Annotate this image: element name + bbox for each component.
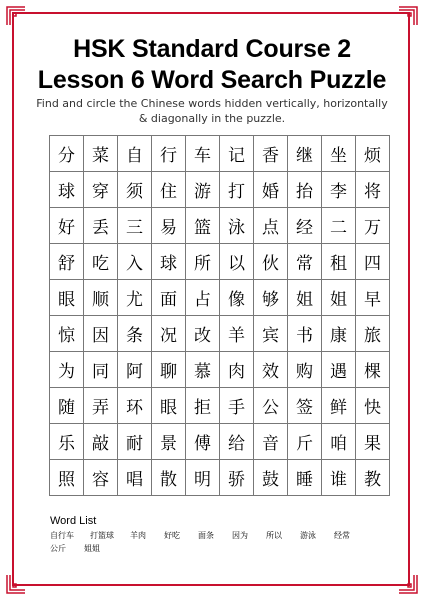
grid-cell[interactable]: 康 <box>322 316 356 352</box>
grid-row <box>50 136 390 172</box>
grid-cell[interactable]: 容 <box>84 460 118 496</box>
grid-cell[interactable]: 自 <box>118 136 152 172</box>
grid-cell[interactable]: 快 <box>356 388 390 424</box>
grid-cell[interactable]: 万 <box>356 208 390 244</box>
word-list <box>50 530 390 554</box>
grid-cell[interactable]: 惊 <box>50 316 84 352</box>
grid-cell[interactable]: 唱 <box>118 460 152 496</box>
grid-cell[interactable]: 慕 <box>186 352 220 388</box>
grid-cell[interactable]: 三 <box>118 208 152 244</box>
grid-cell[interactable]: 购 <box>288 352 322 388</box>
grid-cell[interactable]: 骄 <box>220 460 254 496</box>
grid-cell[interactable]: 像 <box>220 280 254 316</box>
grid-cell[interactable]: 明 <box>186 460 220 496</box>
grid-cell[interactable]: 环 <box>118 388 152 424</box>
word-list-item: 经常 <box>334 531 350 540</box>
grid-cell[interactable]: 须 <box>118 172 152 208</box>
grid-cell[interactable]: 易 <box>152 208 186 244</box>
grid-cell[interactable]: 给 <box>220 424 254 460</box>
grid-cell[interactable]: 斤 <box>288 424 322 460</box>
grid-cell[interactable]: 租 <box>322 244 356 280</box>
grid-cell[interactable]: 公 <box>254 388 288 424</box>
word-list-item: 姐姐 <box>84 544 100 553</box>
grid-cell[interactable]: 景 <box>152 424 186 460</box>
grid-cell[interactable]: 将 <box>356 172 390 208</box>
grid-row <box>50 208 390 244</box>
grid-cell[interactable]: 伙 <box>254 244 288 280</box>
grid-cell[interactable]: 继 <box>288 136 322 172</box>
grid-row <box>50 352 390 388</box>
grid-cell[interactable]: 点 <box>254 208 288 244</box>
grid-cell[interactable]: 香 <box>254 136 288 172</box>
grid-cell[interactable]: 车 <box>186 136 220 172</box>
grid-cell[interactable]: 姐 <box>322 280 356 316</box>
word-list-item: 打篮球 <box>90 531 114 540</box>
grid-cell[interactable]: 游 <box>186 172 220 208</box>
grid-cell[interactable]: 改 <box>186 316 220 352</box>
grid-cell[interactable]: 抬 <box>288 172 322 208</box>
grid-cell[interactable]: 所 <box>186 244 220 280</box>
grid-cell[interactable]: 羊 <box>220 316 254 352</box>
grid-cell[interactable]: 占 <box>186 280 220 316</box>
grid-cell[interactable]: 烦 <box>356 136 390 172</box>
corner-ornament-icon <box>398 574 418 594</box>
grid-cell[interactable]: 况 <box>152 316 186 352</box>
grid-cell[interactable]: 球 <box>152 244 186 280</box>
grid-cell[interactable]: 睡 <box>288 460 322 496</box>
grid-cell[interactable]: 够 <box>254 280 288 316</box>
grid-cell[interactable]: 咱 <box>322 424 356 460</box>
grid-cell[interactable]: 效 <box>254 352 288 388</box>
grid-cell[interactable]: 泳 <box>220 208 254 244</box>
grid-cell[interactable]: 早 <box>356 280 390 316</box>
grid-cell[interactable]: 二 <box>322 208 356 244</box>
grid-cell[interactable]: 舒 <box>50 244 84 280</box>
grid-cell[interactable]: 拒 <box>186 388 220 424</box>
corner-ornament-icon <box>398 6 418 26</box>
page-title-line-2: Lesson 6 Word Search Puzzle <box>37 66 387 94</box>
word-list-item: 面条 <box>198 531 214 540</box>
grid-cell[interactable]: 签 <box>288 388 322 424</box>
grid-cell[interactable]: 姐 <box>288 280 322 316</box>
grid-cell[interactable]: 鲜 <box>322 388 356 424</box>
grid-row <box>50 388 390 424</box>
grid-cell[interactable]: 聊 <box>152 352 186 388</box>
grid-cell[interactable]: 弄 <box>84 388 118 424</box>
grid-row <box>50 172 390 208</box>
grid-cell[interactable]: 打 <box>220 172 254 208</box>
grid-cell[interactable]: 穿 <box>84 172 118 208</box>
grid-cell[interactable]: 行 <box>152 136 186 172</box>
grid-cell[interactable]: 四 <box>356 244 390 280</box>
corner-ornament-icon <box>6 574 26 594</box>
grid-cell[interactable]: 为 <box>50 352 84 388</box>
grid-cell[interactable]: 傅 <box>186 424 220 460</box>
word-list-title: Word List <box>50 515 97 527</box>
grid-row <box>50 460 390 496</box>
grid-cell[interactable]: 随 <box>50 388 84 424</box>
grid-cell[interactable]: 书 <box>288 316 322 352</box>
page-title-line-1: HSK Standard Course 2 <box>73 35 351 63</box>
grid-cell[interactable]: 教 <box>356 460 390 496</box>
grid-cell[interactable]: 因 <box>84 316 118 352</box>
grid-cell[interactable]: 耐 <box>118 424 152 460</box>
grid-cell[interactable]: 散 <box>152 460 186 496</box>
grid-cell[interactable]: 肉 <box>220 352 254 388</box>
grid-cell[interactable]: 手 <box>220 388 254 424</box>
grid-cell[interactable]: 丢 <box>84 208 118 244</box>
grid-row <box>50 244 390 280</box>
grid-cell[interactable]: 果 <box>356 424 390 460</box>
word-list-item: 羊肉 <box>130 531 146 540</box>
grid-cell[interactable]: 吃 <box>84 244 118 280</box>
grid-cell[interactable]: 照 <box>50 460 84 496</box>
grid-cell[interactable]: 眼 <box>50 280 84 316</box>
grid-cell[interactable]: 入 <box>118 244 152 280</box>
grid-cell[interactable]: 记 <box>220 136 254 172</box>
grid-cell[interactable]: 鼓 <box>254 460 288 496</box>
grid-cell[interactable]: 面 <box>152 280 186 316</box>
grid-cell[interactable]: 棵 <box>356 352 390 388</box>
grid-cell[interactable]: 好 <box>50 208 84 244</box>
grid-cell[interactable]: 旅 <box>356 316 390 352</box>
grid-row <box>50 424 390 460</box>
grid-cell[interactable]: 常 <box>288 244 322 280</box>
word-list-item: 游泳 <box>300 531 316 540</box>
grid-cell[interactable]: 宾 <box>254 316 288 352</box>
word-list-item: 好吃 <box>164 531 180 540</box>
grid-cell[interactable]: 乐 <box>50 424 84 460</box>
grid-cell[interactable]: 住 <box>152 172 186 208</box>
grid-cell[interactable]: 遇 <box>322 352 356 388</box>
grid-cell[interactable]: 音 <box>254 424 288 460</box>
grid-row <box>50 316 390 352</box>
grid-cell[interactable]: 顺 <box>84 280 118 316</box>
word-list-item: 因为 <box>232 531 248 540</box>
corner-ornament-icon <box>6 6 26 26</box>
grid-cell[interactable]: 篮 <box>186 208 220 244</box>
grid-cell[interactable]: 婚 <box>254 172 288 208</box>
grid-cell[interactable]: 同 <box>84 352 118 388</box>
grid-cell[interactable]: 坐 <box>322 136 356 172</box>
word-list-item: 所以 <box>266 531 282 540</box>
grid-cell[interactable]: 谁 <box>322 460 356 496</box>
grid-cell[interactable]: 分 <box>50 136 84 172</box>
instructions: Find and circle the Chinese words hidden vertically, horizontally & diagonally in the puzzle. <box>36 97 388 125</box>
grid-cell[interactable]: 李 <box>322 172 356 208</box>
grid-cell[interactable]: 以 <box>220 244 254 280</box>
word-search-grid <box>49 135 390 496</box>
grid-cell[interactable]: 尤 <box>118 280 152 316</box>
grid-cell[interactable]: 菜 <box>84 136 118 172</box>
word-list-item: 自行车 <box>50 531 74 540</box>
grid-cell[interactable]: 球 <box>50 172 84 208</box>
grid-cell[interactable]: 经 <box>288 208 322 244</box>
grid-cell[interactable]: 阿 <box>118 352 152 388</box>
grid-cell[interactable]: 眼 <box>152 388 186 424</box>
grid-cell[interactable]: 敲 <box>84 424 118 460</box>
grid-row <box>50 280 390 316</box>
word-list-item: 公斤 <box>50 544 66 553</box>
grid-cell[interactable]: 条 <box>118 316 152 352</box>
